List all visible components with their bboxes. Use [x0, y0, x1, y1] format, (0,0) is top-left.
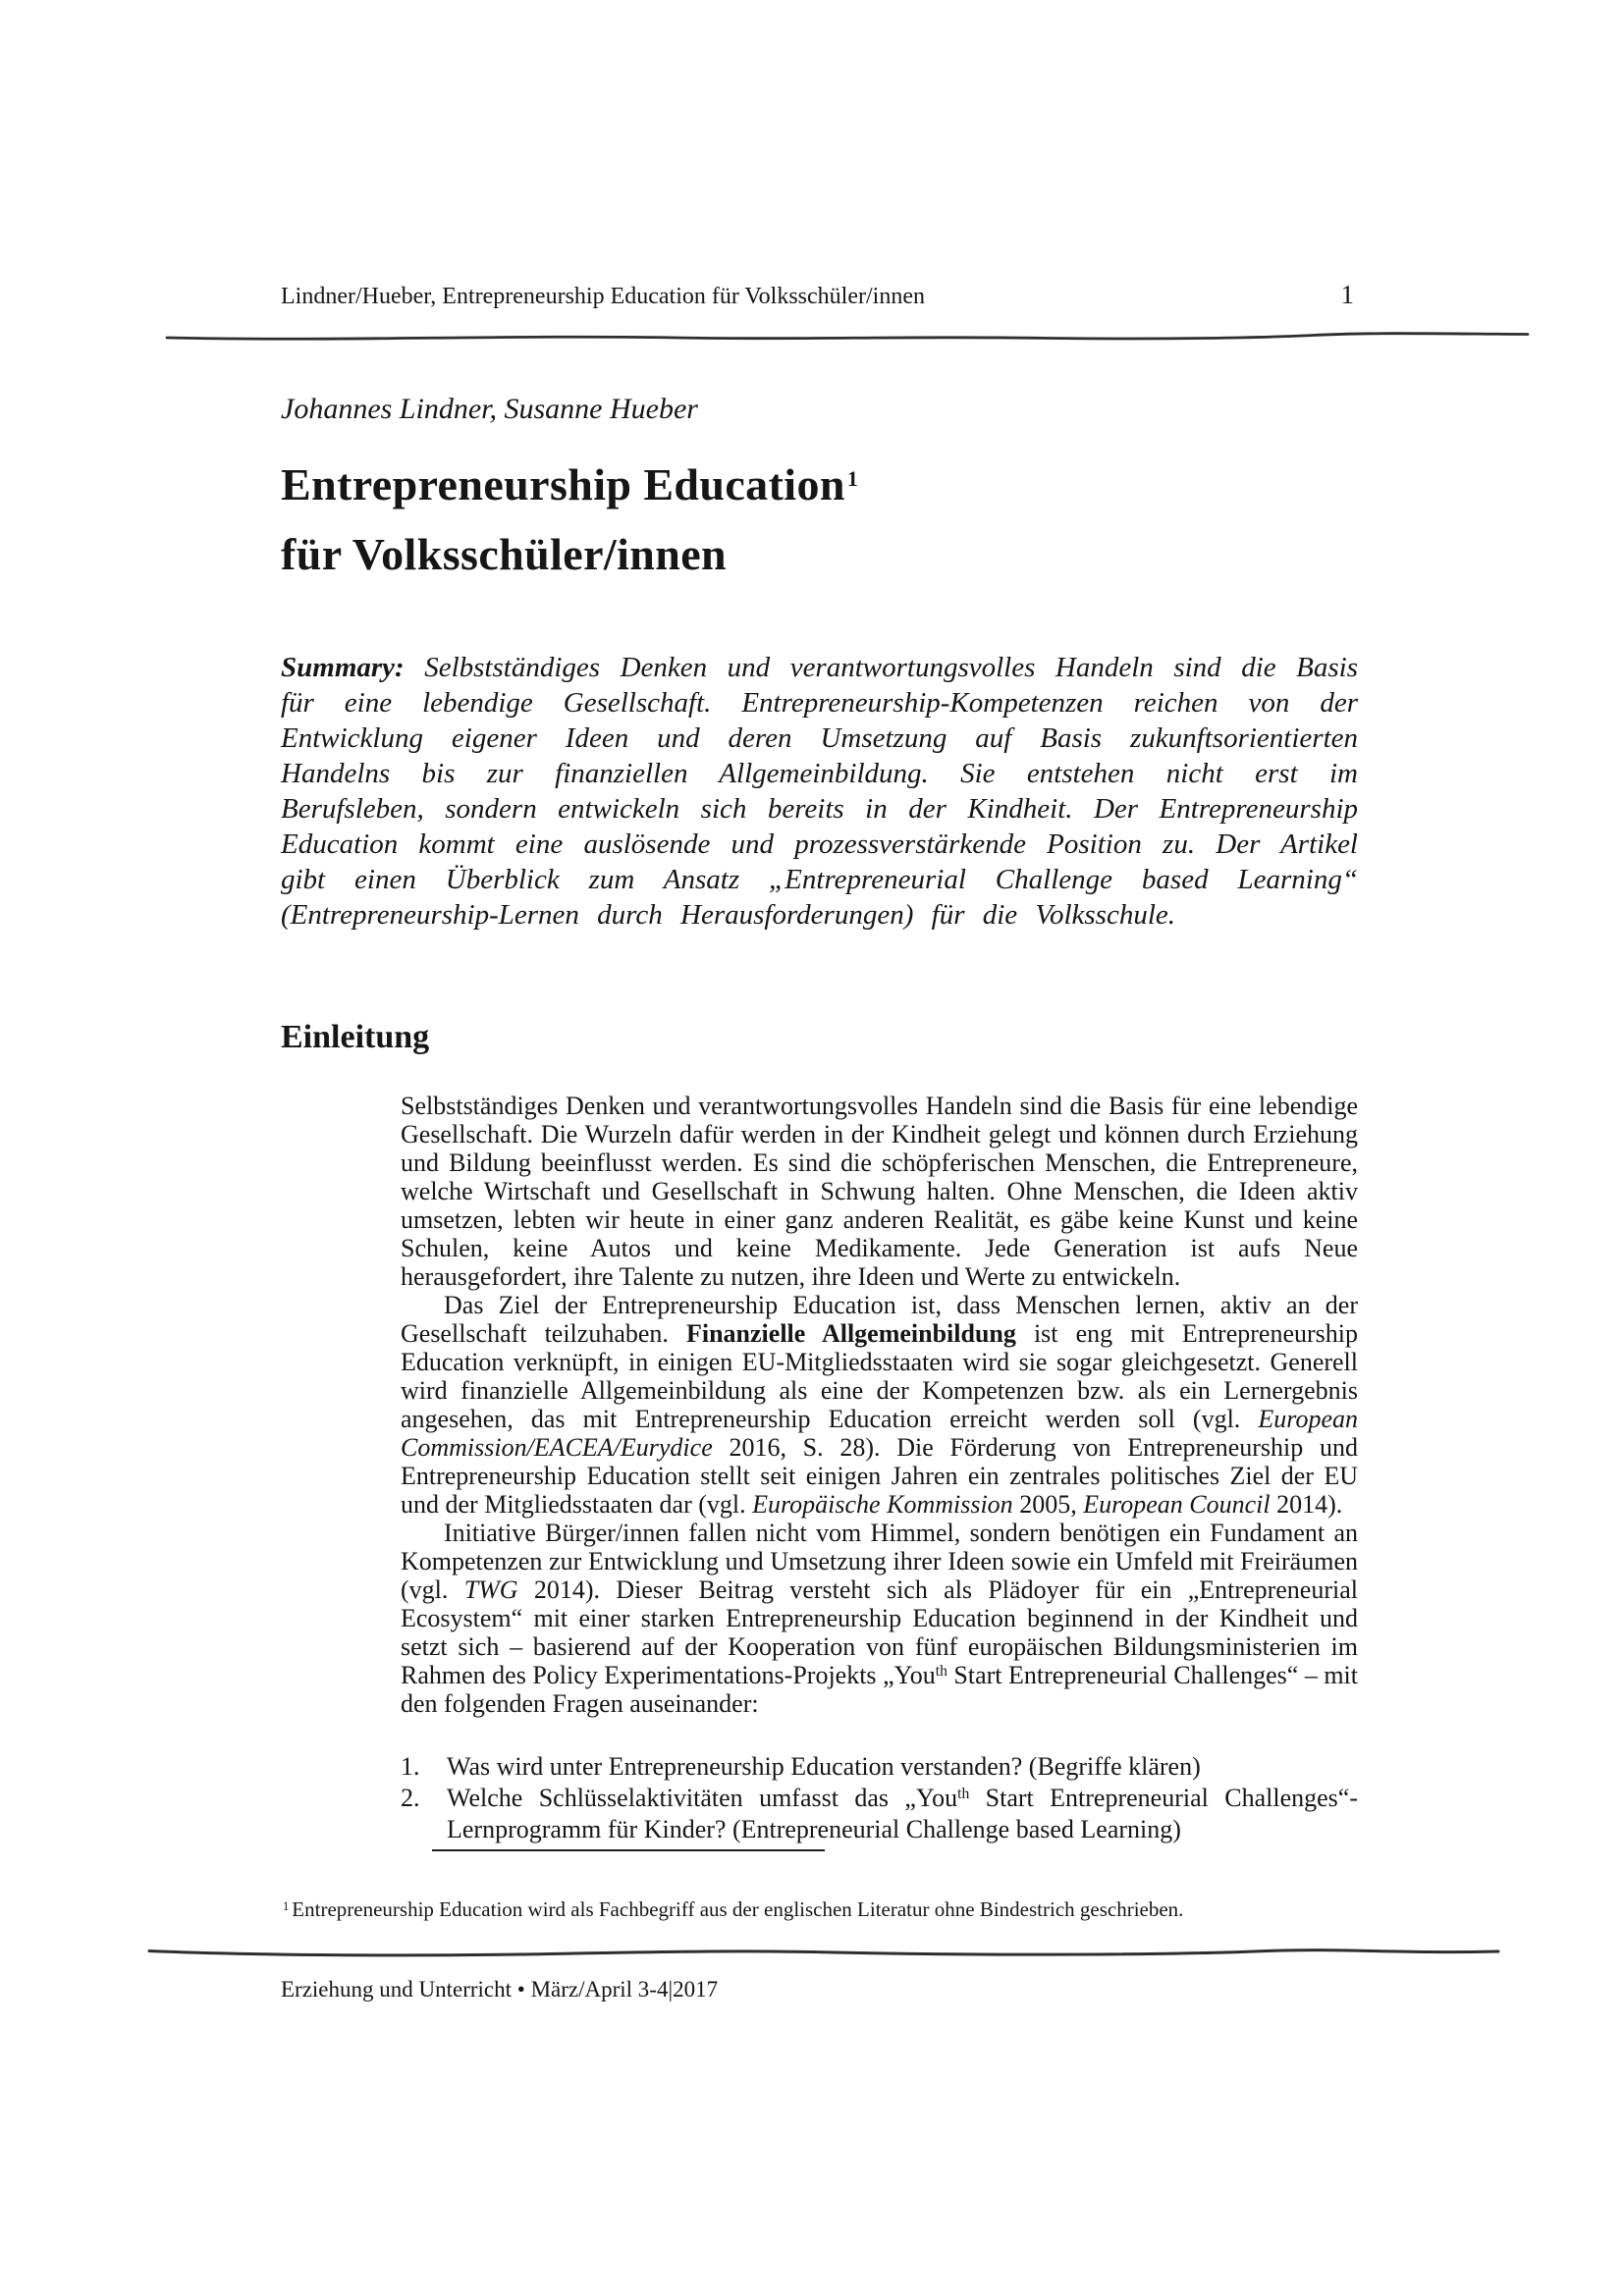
title-line1: Entrepreneurship Education	[281, 459, 845, 509]
summary-paragraph	[281, 650, 1358, 933]
p2-citation-3: European Council	[1083, 1490, 1271, 1519]
p2-bold-term: Finanzielle Allgemeinbildung	[685, 1319, 1016, 1348]
footnote-text: Entrepreneurship Education wird als Fachbegriff aus der englischen Literatur ohne Bindestrich geschrieben.	[292, 1897, 1184, 1921]
p3-citation-1: TWG	[463, 1575, 518, 1604]
p2-run4: 2005,	[1012, 1490, 1084, 1519]
p3-run3: Start Entrepreneurial Challenges“ – mit den folgenden Fragen auseinander:	[401, 1661, 1358, 1718]
header-rule-line	[167, 334, 1528, 340]
journal-footer: Erziehung und Unterricht • März/April 3-4|2017	[281, 1977, 719, 2002]
paragraph-2	[401, 1291, 1358, 1519]
running-header-title: Lindner/Hueber, Entrepreneurship Education für Volksschüler/innen	[281, 284, 925, 309]
question-2-number: 2.	[401, 1784, 420, 1812]
q2-pre: Welche Schlüsselaktivitäten umfasst das „You	[447, 1784, 958, 1812]
body-text-block	[401, 1092, 1358, 1845]
summary-label: Summary:	[281, 652, 405, 683]
footer-rule-line	[149, 1950, 1498, 1955]
footnote-separator	[432, 1849, 825, 1851]
header-rule	[165, 330, 1532, 344]
question-2-text	[447, 1783, 1358, 1845]
title-line2: für Volksschüler/innen	[281, 529, 728, 579]
question-item-2	[401, 1783, 1358, 1845]
q2-superscript-th: th	[957, 1786, 970, 1803]
running-header	[281, 280, 1358, 310]
footer-rule	[147, 1946, 1502, 1959]
p2-run1: Das Ziel der Entrepreneurship Education ist, dass Menschen lernen, aktiv an der Gesellschaft teilzuhaben.	[401, 1291, 1358, 1348]
question-list	[401, 1751, 1358, 1845]
title-footnote-ref: 1	[846, 466, 859, 492]
p2-citation-2: Europäische Kommission	[752, 1490, 1013, 1519]
footnote	[283, 1896, 1373, 1925]
question-1-text: Was wird unter Entrepreneurship Education verstanden? (Begriffe klären)	[447, 1752, 1201, 1781]
summary-text: Selbstständiges Denken und verantwortungsvolles Handeln sind die Basis für eine lebendige Gesellschaft. Entrepreneurship-Kompetenzen reichen von der Entwicklung eigener Ideen und deren Umsetzung auf Basis zukunftsorientierten Handelns bis zur finanziellen Allgemeinbildung. Sie entstehen nicht erst im Berufsleben, sondern entwickeln sich bereits in der Kindheit. Der Entrepreneurship Education kommt eine auslösende und prozessverstärkende Position zu. Der Artikel gibt einen Überblick zum Ansatz „Entrepreneurial Challenge based Learning“ (Entrepreneurship-Lernen durch Herausforderungen) für die Volksschule.	[281, 652, 1358, 931]
p2-run3: 2016, S. 28). Die Förderung von Entrepreneurship und Entrepreneurship Education stellt seit einigen Jahren ein zentrales politisches Ziel der EU und der Mitgliedsstaaten dar (vgl.	[401, 1433, 1358, 1519]
question-item-1	[401, 1751, 1358, 1783]
p3-run2: 2014). Dieser Beitrag versteht sich als Plädoyer für ein „Entrepreneurial Ecosystem“ mit einer starken Entrepreneurship Education beginnend in der Kindheit und setzt sich – basierend auf der Kooperation von fünf europäischen Bildungsministerien im Rahmen des Policy Experimentations-Projekts „You	[401, 1575, 1358, 1689]
p2-run2: ist eng mit Entrepreneurship Education verknüpft, in einigen EU-Mitgliedsstaaten wird sie sogar gleichgesetzt. Generell wird finanzielle Allgemeinbildung als eine der Kompetenzen bzw. als ein Lernergebnis angesehen, das mit Entrepreneurship Education erreicht werden soll (vgl.	[401, 1319, 1358, 1433]
authors: Johannes Lindner, Susanne Hueber	[281, 393, 698, 425]
section-heading-einleitung: Einleitung	[281, 1019, 430, 1055]
footnote-marker: 1	[283, 1898, 290, 1913]
p2-run5: 2014).	[1270, 1490, 1343, 1519]
paragraph-3	[401, 1519, 1358, 1718]
article-title	[281, 454, 858, 585]
question-1-number: 1.	[401, 1752, 420, 1781]
p3-superscript-th: th	[935, 1663, 947, 1681]
q2-post: Start Entrepreneurial Challenges“-Lernprogramm für Kinder? (Entrepreneurial Challenge based Learning)	[447, 1784, 1358, 1843]
paragraph-1: Selbstständiges Denken und verantwortungsvolles Handeln sind die Basis für eine lebendige Gesellschaft. Die Wurzeln dafür werden in der Kindheit gelegt und können durch Erziehung und Bildung beeinflusst werden. Es sind die schöpferischen Menschen, die Entrepreneure, welche Wirtschaft und Gesellschaft in Schwung halten. Ohne Menschen, die Ideen aktiv umsetzen, lebten wir heute in einer ganz anderen Realität, es gäbe keine Kunst und keine Schulen, keine Autos und keine Medikamente. Jede Generation ist aufs Neue herausgefordert, ihre Talente zu nutzen, ihre Ideen und Werte zu entwickeln.	[401, 1092, 1358, 1291]
p2-citation-1: European Commission/EACEA/Eurydice	[401, 1405, 1358, 1462]
page-number: 1	[1340, 280, 1354, 309]
p3-run1: Initiative Bürger/innen fallen nicht vom Himmel, sondern benötigen ein Fundament an Kompetenzen zur Entwicklung und Umsetzung ihrer Ideen sowie ein Umfeld mit Freiräumen (vgl.	[401, 1519, 1358, 1604]
